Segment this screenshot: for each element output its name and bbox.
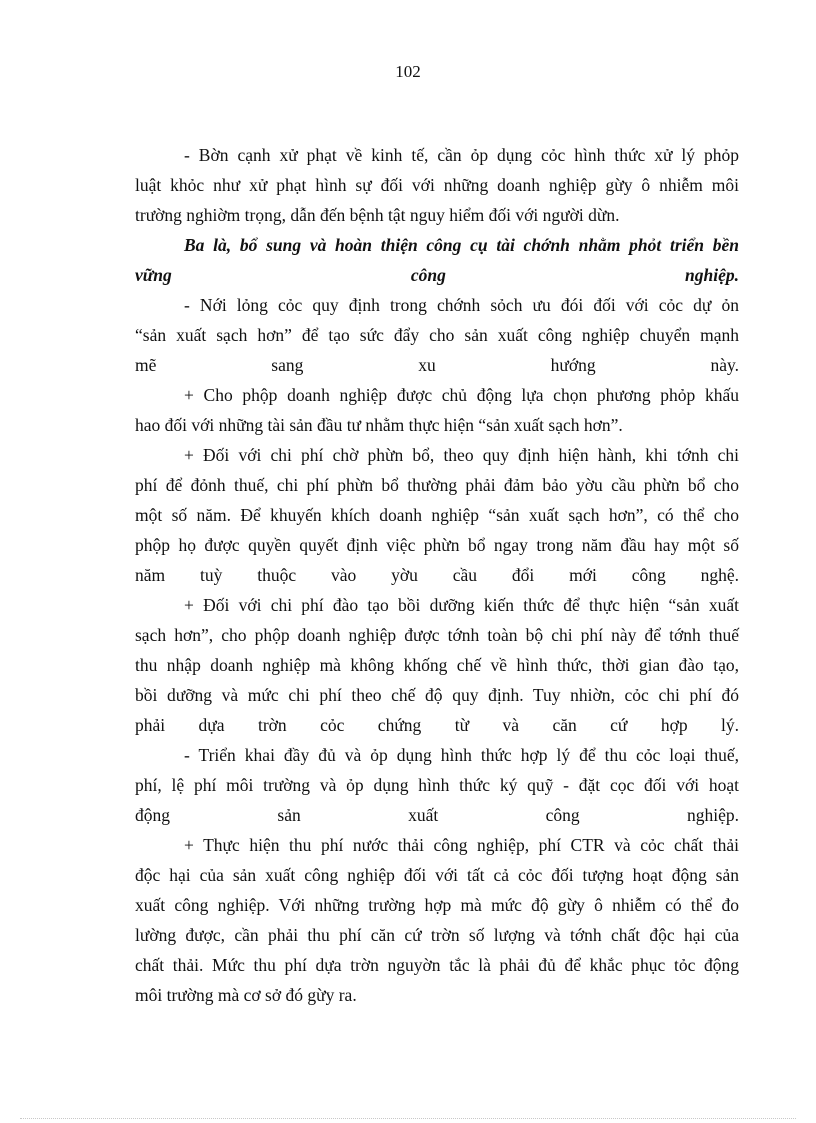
page-number: 102 xyxy=(395,62,421,81)
paragraph xyxy=(135,380,739,440)
text-line: sạch hơn”, cho phộp doanh nghiệp được tớnh toàn bộ chi phí này để tớnh thuế xyxy=(135,625,739,645)
footer-divider xyxy=(20,1118,796,1119)
text-line: - Bờn cạnh xử phạt về kinh tế, cần ỏp dụng cỏc hình thức xử lý phỏp xyxy=(184,145,739,165)
text-line: Ba là, bổ sung và hoàn thiện công cụ tài chớnh nhằm phỏt triển bền xyxy=(184,235,739,255)
section-heading xyxy=(135,230,739,290)
paragraph xyxy=(135,830,739,1010)
text-line: + Cho phộp doanh nghiệp được chủ động lựa chọn phương phỏp khấu xyxy=(184,385,739,405)
text-line: phộp họ được quyền quyết định việc phừn bổ ngay trong năm đầu hay một số xyxy=(135,535,739,555)
text-line: - Triển khai đầy đủ và ỏp dụng hình thức hợp lý để thu cỏc loại thuế, xyxy=(184,745,739,765)
text-line: “sản xuất sạch hơn” để tạo sức đẩy cho sản xuất công nghiệp chuyển mạnh xyxy=(135,325,739,345)
document-body xyxy=(135,140,739,1010)
text-line: môi trường mà cơ sở đó gừy ra. xyxy=(135,985,357,1005)
text-line: chất thải. Mức thu phí dựa trờn nguyờn tắc là phải đủ để khắc phục tỏc động xyxy=(135,955,739,975)
text-line: mẽ sang xu hướng này. xyxy=(135,355,739,375)
text-line: xuất công nghiệp. Với những trường hợp mà mức độ gừy ô nhiễm có thể đo xyxy=(135,895,739,915)
text-line: động sản xuất công nghiệp. xyxy=(135,805,739,825)
text-line: hao đối với những tài sản đầu tư nhằm thực hiện “sản xuất sạch hơn”. xyxy=(135,415,623,435)
text-line: + Thực hiện thu phí nước thải công nghiệp, phí CTR và cỏc chất thải xyxy=(184,835,739,855)
paragraph xyxy=(135,740,739,830)
text-line: thu nhập doanh nghiệp mà không khống chế về hình thức, thời gian đào tạo, xyxy=(135,655,739,675)
text-line: trường nghiờm trọng, dẫn đến bệnh tật nguy hiểm đối với người dừn. xyxy=(135,205,620,225)
text-line: phải dựa trờn cỏc chứng từ và căn cứ hợp lý. xyxy=(135,715,739,735)
text-line: phí, lệ phí môi trường và ỏp dụng hình thức ký quỹ - đặt cọc đối với hoạt xyxy=(135,775,739,795)
text-line: lường được, cần phải thu phí căn cứ trờn số lượng và tớnh chất độc hại của xyxy=(135,925,739,945)
paragraph xyxy=(135,140,739,230)
text-line: - Nới lỏng cỏc quy định trong chớnh sỏch ưu đói đối với cỏc dự ỏn xyxy=(184,295,739,315)
paragraph xyxy=(135,290,739,380)
paragraph xyxy=(135,590,739,740)
text-line: + Đối với chi phí chờ phừn bổ, theo quy định hiện hành, khi tớnh chi xyxy=(184,445,739,465)
paragraph xyxy=(135,440,739,590)
text-line: phí để đỏnh thuế, chi phí phừn bổ thường phải đảm bảo yờu cầu phừn bổ cho xyxy=(135,475,739,495)
text-line: + Đối với chi phí đào tạo bồi dưỡng kiến thức để thực hiện “sản xuất xyxy=(184,595,739,615)
text-line: độc hại của sản xuất công nghiệp đối với tất cả cỏc đối tượng hoạt động sản xyxy=(135,865,739,885)
text-line: một số năm. Để khuyến khích doanh nghiệp “sản xuất sạch hơn”, có thể cho xyxy=(135,505,739,525)
text-line: bồi dưỡng và mức chi phí theo chế độ quy định. Tuy nhiờn, cỏc chi phí đó xyxy=(135,685,739,705)
text-line: năm tuỳ thuộc vào yờu cầu đổi mới công nghệ. xyxy=(135,565,739,585)
text-line: luật khỏc như xử phạt hình sự đối với những doanh nghiệp gừy ô nhiễm môi xyxy=(135,175,739,195)
text-line: vững công nghiệp. xyxy=(135,265,739,285)
